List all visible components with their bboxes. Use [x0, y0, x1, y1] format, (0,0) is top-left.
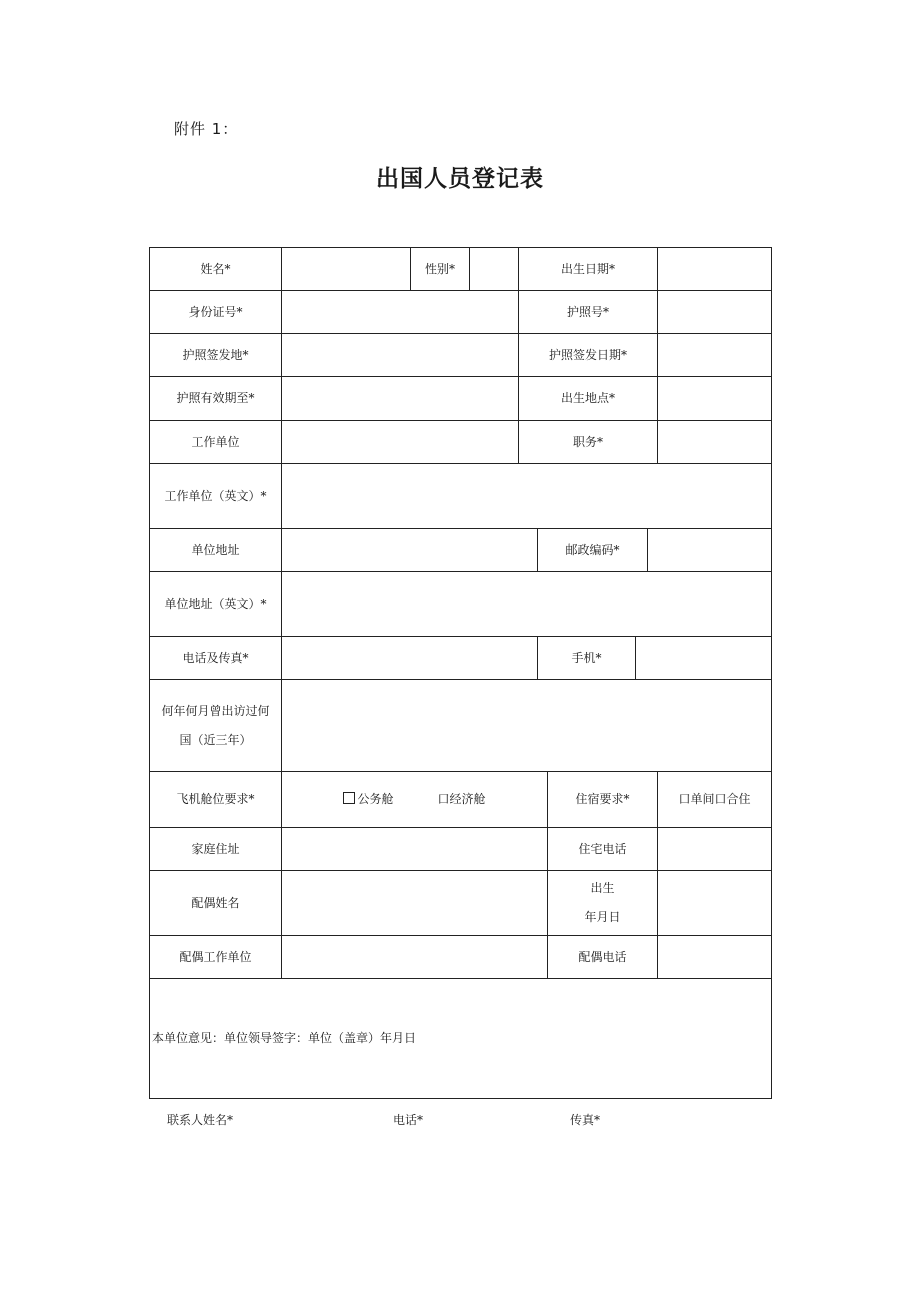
- gender-label: 性别*: [410, 248, 469, 290]
- visited-countries-field[interactable]: [281, 680, 771, 771]
- form-row-visits: [149, 680, 772, 772]
- spouse-birth-field[interactable]: [657, 871, 771, 935]
- id-number-field[interactable]: [281, 291, 518, 333]
- passport-issue-date-label: 护照签发日期*: [518, 334, 657, 376]
- passport-no-label: 护照号*: [518, 291, 657, 333]
- spouse-phone-field[interactable]: [657, 936, 771, 978]
- home-phone-field[interactable]: [657, 828, 771, 870]
- form-row-passport-issue: [149, 334, 772, 377]
- passport-no-field[interactable]: [657, 291, 771, 333]
- cabin-options: [281, 772, 547, 827]
- name-label: 姓名*: [200, 261, 231, 276]
- spouse-work-unit-label: 配偶工作单位: [179, 949, 252, 964]
- form-row-spouse-work: [149, 936, 772, 979]
- name-field[interactable]: [281, 248, 410, 290]
- checkbox-icon[interactable]: [343, 792, 355, 804]
- form-row-unit-address-en: [149, 572, 772, 637]
- contact-name-label: 联系人姓名*: [167, 1113, 234, 1127]
- cabin-business-option[interactable]: [343, 788, 393, 811]
- form-row-passport-valid: [149, 377, 772, 421]
- postal-code-field[interactable]: [647, 529, 771, 571]
- unit-address-field[interactable]: [281, 529, 537, 571]
- registration-form: [149, 247, 772, 1099]
- unit-address-en-label: 单位地址（英文）*: [164, 596, 267, 611]
- spouse-birth-label-line2: 年月日: [584, 910, 621, 924]
- lodging-requirement-label: 住宿要求*: [547, 772, 657, 827]
- visited-countries-label: [150, 680, 281, 771]
- work-unit-field[interactable]: [281, 421, 518, 463]
- position-label: 职务*: [518, 421, 657, 463]
- spouse-phone-label: 配偶电话: [547, 936, 657, 978]
- cabin-business-label: 公务舱: [357, 792, 394, 807]
- contact-fax-label: 传真*: [570, 1113, 601, 1127]
- passport-valid-field[interactable]: [281, 377, 518, 420]
- form-row-name: [149, 247, 772, 291]
- home-address-field[interactable]: [281, 828, 547, 870]
- phone-fax-field[interactable]: [281, 637, 537, 679]
- home-address-label: 家庭住址: [191, 841, 240, 856]
- spouse-name-field[interactable]: [281, 871, 547, 935]
- visited-countries-label-line1: 何年何月曾出访过何: [161, 703, 270, 718]
- unit-address-en-field[interactable]: [281, 572, 771, 636]
- birth-date-label: 出生日期*: [518, 248, 657, 290]
- form-row-opinion: [149, 979, 772, 1099]
- cabin-economy-option[interactable]: 口经济舱: [437, 792, 486, 807]
- birth-place-label: 出生地点*: [518, 377, 657, 420]
- mobile-field[interactable]: [635, 637, 771, 679]
- form-row-home: [149, 828, 772, 871]
- work-unit-en-field[interactable]: [281, 464, 771, 528]
- work-unit-en-label: 工作单位（英文）*: [164, 488, 267, 503]
- form-row-work-unit: [149, 421, 772, 464]
- form-row-phone: [149, 637, 772, 680]
- spouse-name-label: 配偶姓名: [191, 895, 240, 910]
- passport-issue-place-label: 护照签发地*: [182, 347, 249, 362]
- home-phone-label: 住宅电话: [547, 828, 657, 870]
- attachment-label: 附件 1：: [174, 120, 239, 138]
- spouse-work-unit-field[interactable]: [281, 936, 547, 978]
- form-row-work-unit-en: [149, 464, 772, 529]
- form-row-spouse: [149, 871, 772, 936]
- form-row-id: [149, 291, 772, 334]
- birth-date-field[interactable]: [657, 248, 771, 290]
- postal-code-label: 邮政编码*: [537, 529, 647, 571]
- contact-phone-label: 电话*: [393, 1113, 424, 1127]
- passport-issue-place-field[interactable]: [281, 334, 518, 376]
- page-title: 出国人员登记表: [376, 166, 544, 192]
- unit-address-label: 单位地址: [191, 542, 240, 557]
- id-number-label: 身份证号*: [188, 304, 243, 319]
- form-row-cabin-lodging: [149, 772, 772, 828]
- phone-fax-label: 电话及传真*: [182, 650, 249, 665]
- form-row-unit-address: [149, 529, 772, 572]
- passport-issue-date-field[interactable]: [657, 334, 771, 376]
- work-unit-label: 工作单位: [191, 434, 240, 449]
- visited-countries-label-line2: 国（近三年）: [179, 732, 252, 747]
- position-field[interactable]: [657, 421, 771, 463]
- mobile-label: 手机*: [537, 637, 635, 679]
- unit-opinion-field[interactable]: 本单位意见：单位领导签字：单位（盖章）年月日: [152, 1031, 417, 1046]
- lodging-options[interactable]: 口单间口合住: [657, 772, 771, 827]
- spouse-birth-label: [547, 871, 657, 935]
- spouse-birth-label-line1: 出生: [590, 881, 615, 896]
- passport-valid-label: 护照有效期至*: [176, 391, 255, 406]
- gender-field[interactable]: [469, 248, 518, 290]
- cabin-requirement-label: 飞机舱位要求*: [176, 792, 255, 807]
- birth-place-field[interactable]: [657, 377, 771, 420]
